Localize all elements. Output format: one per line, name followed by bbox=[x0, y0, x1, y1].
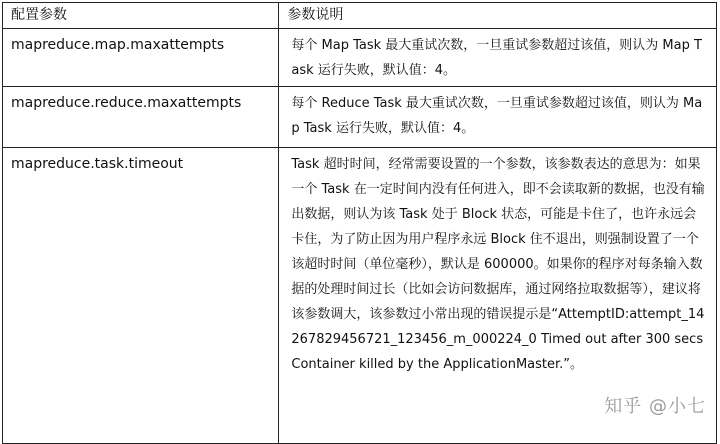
param-name-cell: mapreduce.map.maxattempts bbox=[3, 29, 279, 87]
param-name-cell: mapreduce.reduce.maxattempts bbox=[3, 87, 279, 148]
param-description-cell: Task 超时时间，经常需要设置的一个参数，该参数表达的意思为：如果一个 Task 在一定时间内没有任何进入，即不会读取新的数据，也没有输出数据，则认为该 Task 处于 Block 状态，可能是卡住了，也许永远会卡住，为了防止因为用户程序永远 Block 住不退出，则强制设置了一个该超时时间（单位毫秒），默认是 600000。如果你的程序对每条输入数据的处理时间过长（比如会访问数据库，通过网络拉取数据等），建议将该参数调大，该参数过小常出现的错误提示是“AttemptID:attempt_14267829456721_123456_m_000224_0 Timed out after 300 secsContainer killed by the ApplicationMaster.”。 bbox=[279, 148, 717, 444]
param-name-cell: mapreduce.task.timeout bbox=[3, 148, 279, 444]
table-row bbox=[3, 87, 717, 148]
table-row bbox=[3, 29, 717, 87]
header-config-param: 配置参数 bbox=[3, 3, 279, 29]
param-description-cell: 每个 Reduce Task 最大重试次数，一旦重试参数超过该值，则认为 Map Task 运行失败，默认值：4。 bbox=[279, 87, 717, 148]
parameter-table bbox=[2, 2, 717, 444]
table-header-row bbox=[3, 3, 717, 29]
param-description-cell: 每个 Map Task 最大重试次数，一旦重试参数超过该值，则认为 Map Task 运行失败，默认值：4。 bbox=[279, 29, 717, 87]
zhihu-watermark: 知乎 @小七 bbox=[604, 396, 706, 417]
header-param-description: 参数说明 bbox=[279, 3, 717, 29]
